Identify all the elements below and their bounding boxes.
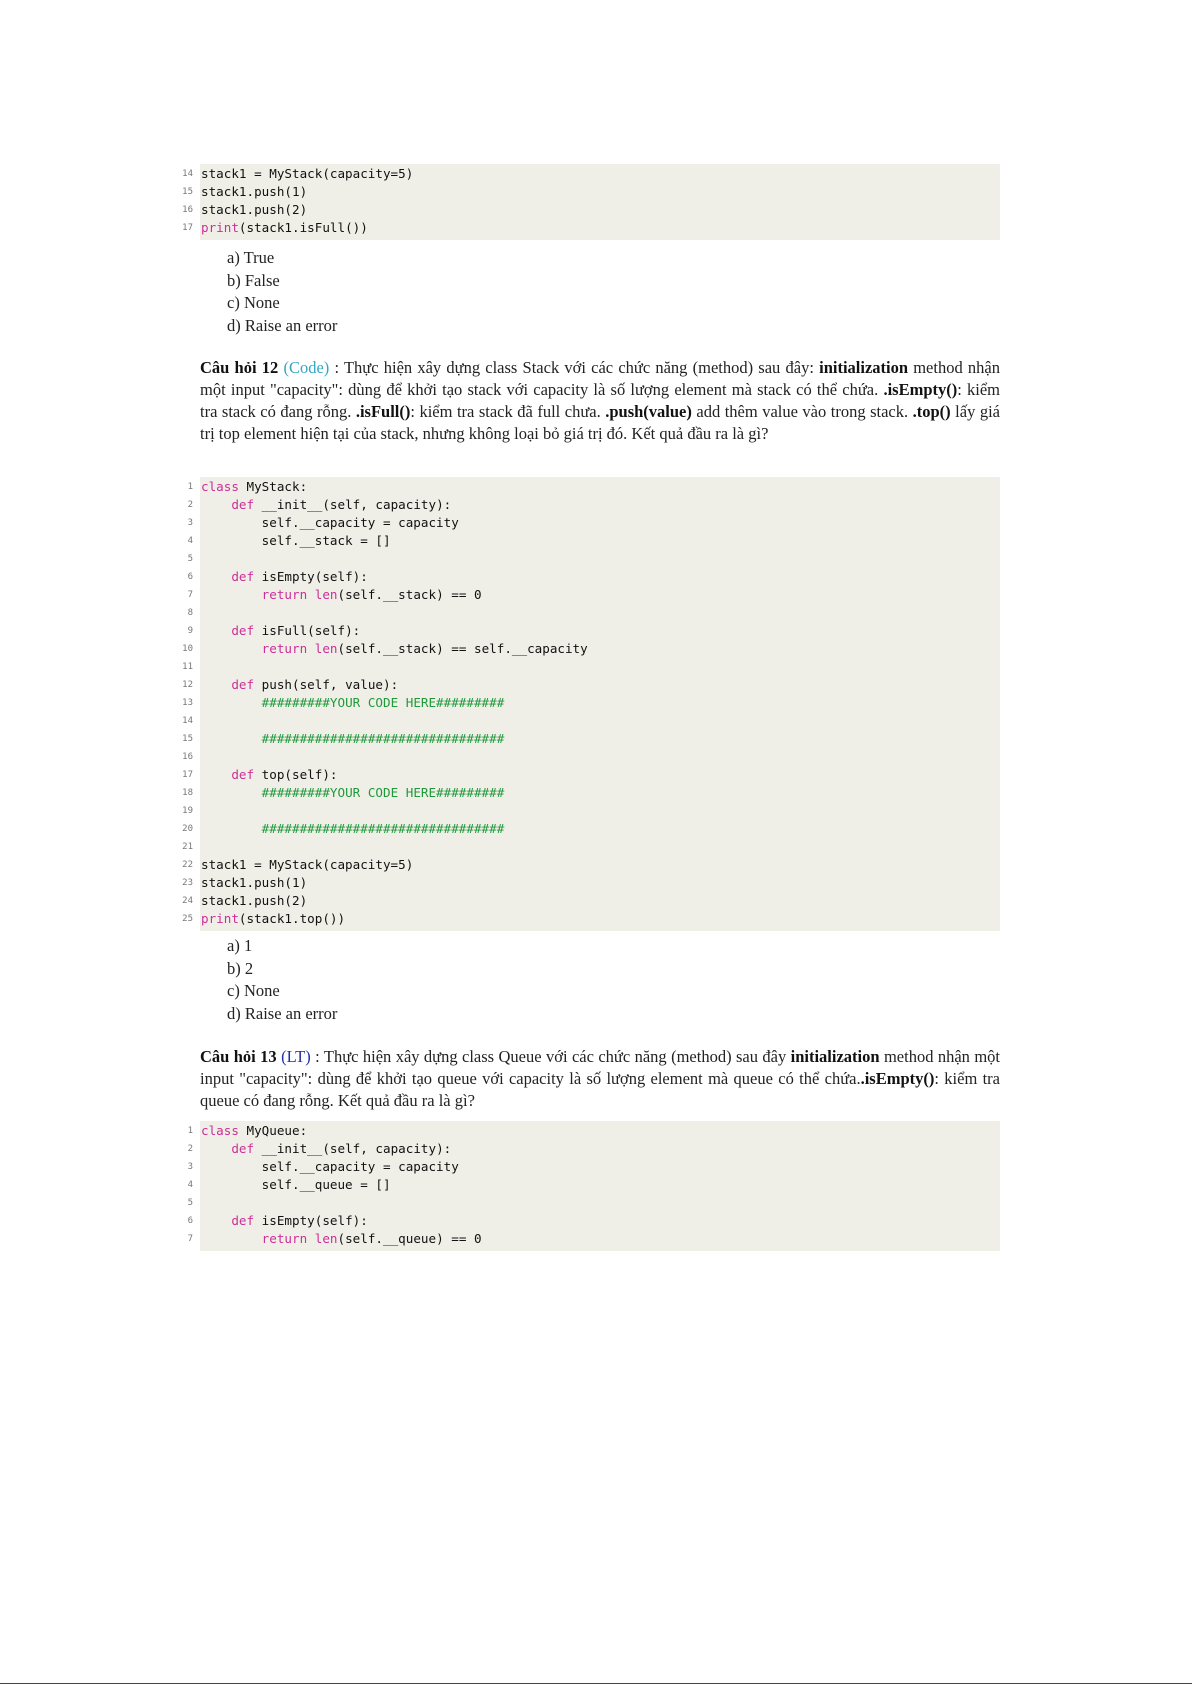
code-line (187, 1194, 1000, 1212)
code-line (182, 694, 1000, 712)
code-block-2 (182, 477, 1000, 931)
code-keyword: def (231, 569, 255, 584)
code-text: (stack1.top()) (238, 911, 346, 926)
q12-text-1: : Thực hiện xây dựng class Stack với các chức năng (method) sau đây: (329, 358, 820, 377)
code-line (182, 165, 1000, 183)
code-text: __init__(self, capacity): (254, 1141, 452, 1156)
code-text: stack1.push(2) (201, 202, 308, 217)
option-b: b) False (227, 270, 280, 290)
code-line (182, 730, 1000, 748)
line-number: 19 (182, 806, 193, 816)
q12-text-4: : kiểm tra stack đã full chưa. (410, 402, 606, 421)
line-number: 2 (187, 500, 193, 510)
code-comment: ################################ (261, 731, 505, 746)
question-12-title: Câu hỏi 12 (200, 358, 279, 377)
option-d: d) Raise an error (227, 315, 338, 335)
code-text (201, 821, 262, 836)
code-text: (self.__stack) == self.__capacity (337, 641, 588, 656)
code-keyword: def (231, 1141, 255, 1156)
code-text (201, 497, 231, 512)
line-number: 14 (182, 169, 193, 179)
q12-text-3: : kiểm tra stack có đang rỗng. (200, 380, 1000, 421)
code-text (307, 587, 315, 602)
q12-bold-1: initialization (819, 358, 909, 377)
code-text: MyQueue: (238, 1123, 308, 1138)
line-number: 8 (187, 608, 193, 618)
q12-bold-2: .isEmpty() (883, 380, 958, 399)
code-keyword: return (261, 587, 308, 602)
q13-bold-2: .isEmpty() (860, 1069, 935, 1088)
code-line (187, 622, 1000, 640)
q13-bold-1: initialization (790, 1047, 880, 1066)
code-text (201, 695, 262, 710)
question-13-text (200, 1046, 1000, 1112)
code-text: isEmpty(self): (254, 1213, 368, 1228)
line-number: 5 (187, 1198, 193, 1208)
code-line (182, 219, 1000, 237)
code-keyword: print (201, 220, 239, 235)
line-number: 23 (182, 878, 193, 888)
line-number: 6 (187, 572, 193, 582)
q13-text-2: method nhận một input "capacity": dùng để khởi tạo queue với capacity là số lượng element mà queue có thể chứa. (200, 1047, 1001, 1088)
line-number: 10 (182, 644, 193, 654)
code-line (187, 1212, 1000, 1230)
code-keyword: len (314, 1231, 338, 1246)
code-keyword: print (201, 911, 239, 926)
line-number: 15 (182, 734, 193, 744)
line-number: 1 (187, 482, 193, 492)
line-number: 4 (187, 536, 193, 546)
code-line (187, 604, 1000, 622)
line-number: 7 (187, 1234, 193, 1244)
code-keyword: def (231, 677, 255, 692)
code-line (182, 766, 1000, 784)
code-line (182, 784, 1000, 802)
code-line (187, 532, 1000, 550)
code-line (182, 856, 1000, 874)
q12-bold-4: .push(value) (605, 402, 692, 421)
page-bottom-rule (0, 1683, 1192, 1684)
code-text (201, 623, 231, 638)
code-line (187, 550, 1000, 568)
line-number: 3 (187, 1162, 193, 1172)
line-number: 25 (182, 914, 193, 924)
code-line (187, 1158, 1000, 1176)
question-12-tag: (Code) (283, 358, 330, 377)
code-text: (stack1.isFull()) (238, 220, 368, 235)
code-line (182, 640, 1000, 658)
code-line (187, 586, 1000, 604)
code-text (201, 1231, 262, 1246)
option-c: c) None (227, 293, 280, 312)
code-line (182, 712, 1000, 730)
option-a: a) 1 (227, 936, 253, 955)
line-number: 16 (182, 752, 193, 762)
code-text (201, 1141, 231, 1156)
line-number: 24 (182, 896, 193, 906)
q13-text-1: : Thực hiện xây dựng class Queue với các chức năng (method) sau đây (310, 1047, 791, 1066)
code-line (182, 658, 1000, 676)
line-number: 11 (182, 662, 193, 672)
answer-options-2 (227, 935, 337, 1025)
code-text (201, 731, 262, 746)
code-keyword: len (314, 641, 338, 656)
code-keyword: def (231, 1213, 255, 1228)
code-comment: ################################ (261, 821, 505, 836)
code-block-3 (187, 1121, 1000, 1251)
code-text: stack1.push(1) (201, 184, 308, 199)
code-text: self.__queue = [] (201, 1177, 391, 1192)
q12-text-5: add thêm value vào trong stack. (691, 402, 913, 421)
code-keyword: return (261, 641, 308, 656)
q13-text-3: : kiểm tra queue có đang rỗng. Kết quả đầu ra là gì? (200, 1069, 1001, 1110)
code-text: self.__capacity = capacity (201, 515, 459, 530)
code-line (187, 1140, 1000, 1158)
line-number: 16 (182, 205, 193, 215)
line-number: 6 (187, 1216, 193, 1226)
code-text (201, 641, 262, 656)
line-number: 14 (182, 716, 193, 726)
code-line (182, 820, 1000, 838)
code-text: push(self, value): (254, 677, 399, 692)
option-c: c) None (227, 981, 280, 1000)
line-number: 5 (187, 554, 193, 564)
code-text: (self.__queue) == 0 (337, 1231, 482, 1246)
line-number: 7 (187, 590, 193, 600)
code-text (201, 1213, 231, 1228)
code-line (182, 183, 1000, 201)
code-text: stack1 = MyStack(capacity=5) (201, 857, 414, 872)
line-number: 17 (182, 223, 193, 233)
line-number: 4 (187, 1180, 193, 1190)
line-number: 2 (187, 1144, 193, 1154)
q12-text-6: lấy giá trị top element hiện tại của stack, nhưng không loại bỏ giá trị đó. Kết quả đầu ra là gì? (200, 402, 1000, 443)
code-line (187, 1230, 1000, 1248)
code-text: self.__capacity = capacity (201, 1159, 459, 1174)
code-line (182, 676, 1000, 694)
code-text (201, 767, 231, 782)
option-a: a) True (227, 248, 275, 267)
line-number: 9 (187, 626, 193, 636)
code-text: stack1.push(2) (201, 893, 308, 908)
code-line (182, 748, 1000, 766)
line-number: 13 (182, 698, 193, 708)
code-line (187, 496, 1000, 514)
code-keyword: class (201, 1123, 239, 1138)
code-text (201, 587, 262, 602)
code-text: isFull(self): (254, 623, 361, 638)
line-number: 22 (182, 860, 193, 870)
line-number: 18 (182, 788, 193, 798)
q12-bold-5: .top() (912, 402, 951, 421)
code-text (201, 785, 262, 800)
question-13-title: Câu hỏi 13 (200, 1047, 277, 1066)
code-line (187, 514, 1000, 532)
code-text: __init__(self, capacity): (254, 497, 452, 512)
code-text: MyStack: (238, 479, 308, 494)
code-text: top(self): (254, 767, 338, 782)
question-12-text (200, 357, 1000, 445)
code-text (307, 1231, 315, 1246)
code-block-1 (182, 164, 1000, 240)
code-keyword: len (314, 587, 338, 602)
code-line (182, 201, 1000, 219)
code-line (182, 910, 1000, 928)
option-b: b) 2 (227, 958, 254, 978)
code-text: stack1.push(1) (201, 875, 308, 890)
code-comment: #########YOUR CODE HERE######### (261, 695, 505, 710)
code-line (187, 568, 1000, 586)
code-keyword: return (261, 1231, 308, 1246)
code-keyword: class (201, 479, 239, 494)
q12-bold-3: .isFull() (355, 402, 411, 421)
code-line (182, 838, 1000, 856)
code-text: isEmpty(self): (254, 569, 368, 584)
code-text: stack1 = MyStack(capacity=5) (201, 166, 414, 181)
question-13-tag: (LT) (281, 1047, 311, 1066)
line-number: 21 (182, 842, 193, 852)
code-text: (self.__stack) == 0 (337, 587, 482, 602)
code-keyword: def (231, 767, 255, 782)
code-text (201, 569, 231, 584)
line-number: 3 (187, 518, 193, 528)
option-d: d) Raise an error (227, 1003, 338, 1023)
code-text (307, 641, 315, 656)
code-line (187, 1122, 1000, 1140)
line-number: 12 (182, 680, 193, 690)
code-text (201, 677, 231, 692)
code-line (187, 1176, 1000, 1194)
line-number: 17 (182, 770, 193, 780)
code-line (187, 478, 1000, 496)
line-number: 20 (182, 824, 193, 834)
line-number: 1 (187, 1126, 193, 1136)
code-line (182, 802, 1000, 820)
code-keyword: def (231, 623, 255, 638)
line-number: 15 (182, 187, 193, 197)
code-text: self.__stack = [] (201, 533, 391, 548)
code-line (182, 874, 1000, 892)
answer-options-1 (227, 247, 337, 337)
q12-text-2: method nhận một input "capacity": dùng để khởi tạo stack với capacity là số lượng element mà stack có thể chứa. (200, 358, 1000, 399)
code-line (182, 892, 1000, 910)
code-comment: #########YOUR CODE HERE######### (261, 785, 505, 800)
code-keyword: def (231, 497, 255, 512)
